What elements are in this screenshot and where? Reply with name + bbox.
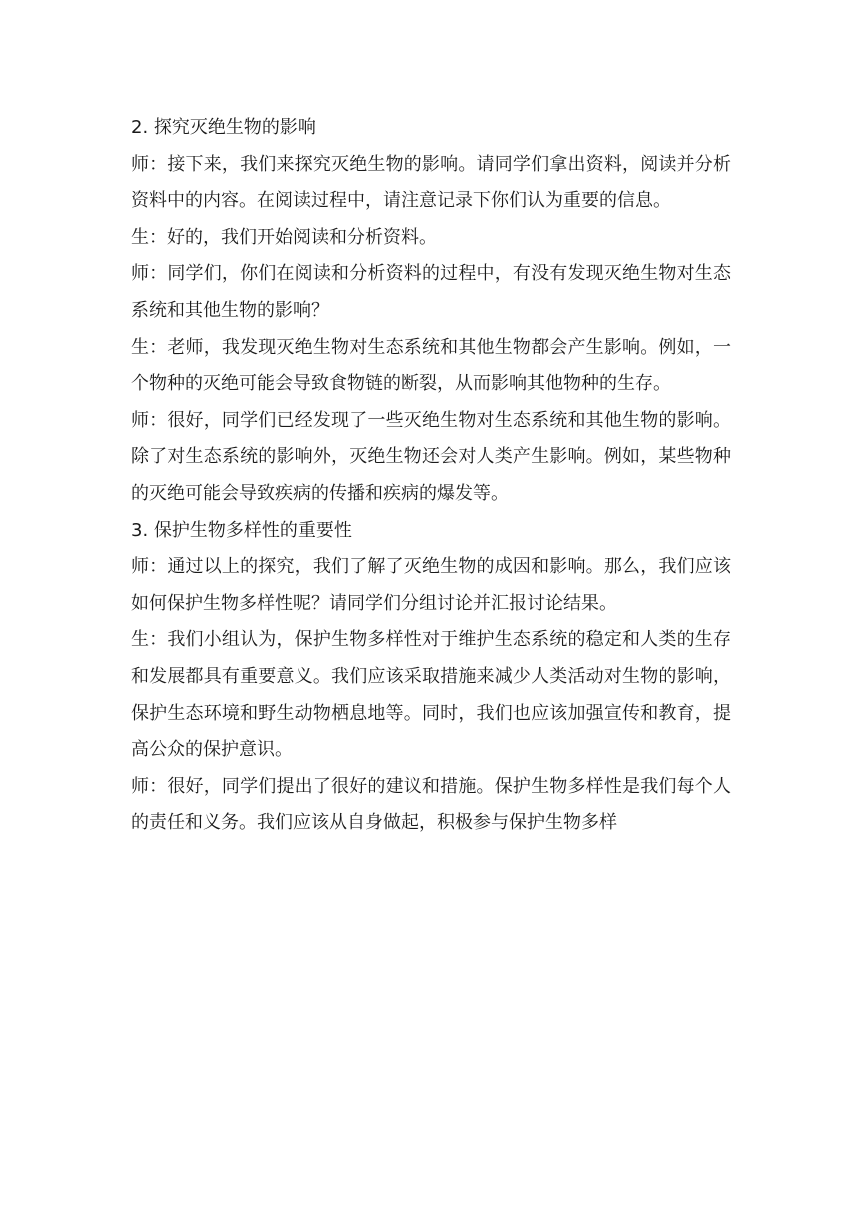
dialogue-paragraph: 师：通过以上的探究，我们了解了灭绝生物的成因和影响。那么，我们应该如何保护生物多样性呢？请同学们分组讨论并汇报讨论结果。 [131, 556, 731, 614]
dialogue-paragraph: 生：我们小组认为，保护生物多样性对于维护生态系统的稳定和人类的生存和发展都具有重要意义。我们应该采取措施来减少人类活动对生物的影响，保护生态环境和野生动物栖息地等。同时，我们也应该加强宣传和教育，提高公众的保护意识。 [131, 629, 731, 761]
dialogue-paragraph: 师：很好，同学们提出了很好的建议和措施。保护生物多样性是我们每个人的责任和义务。我们应该从自身做起，积极参与保护生物多样 [131, 775, 731, 834]
section-heading-2: 2. 探究灭绝生物的影响 [131, 117, 316, 138]
document-body [131, 110, 731, 842]
dialogue-paragraph: 师：接下来，我们来探究灭绝生物的影响。请同学们拿出资料，阅读并分析资料中的内容。在阅读过程中，请注意记录下你们认为重要的信息。 [131, 153, 731, 212]
dialogue-paragraph: 师：很好，同学们已经发现了一些灭绝生物对生态系统和其他生物的影响。除了对生态系统的影响外，灭绝生物还会对人类产生影响。例如，某些物种的灭绝可能会导致疾病的传播和疾病的爆发等。 [131, 409, 731, 504]
dialogue-paragraph: 师：同学们，你们在阅读和分析资料的过程中，有没有发现灭绝生物对生态系统和其他生物的影响？ [131, 263, 731, 321]
dialogue-paragraph: 生：好的，我们开始阅读和分析资料。 [131, 226, 437, 248]
dialogue-paragraph: 生：老师，我发现灭绝生物对生态系统和其他生物都会产生影响。例如，一个物种的灭绝可能会导致食物链的断裂，从而影响其他物种的生存。 [131, 336, 731, 395]
section-heading-3: 3. 保护生物多样性的重要性 [131, 519, 352, 541]
